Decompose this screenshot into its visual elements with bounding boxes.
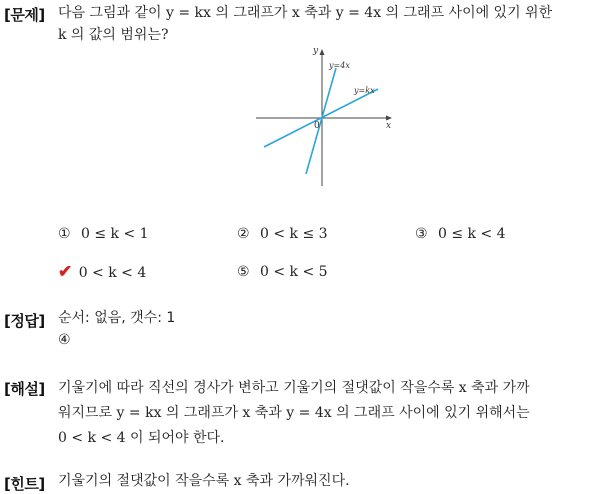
y-axis-label: y [313,46,319,56]
answer-line-2: ④ [58,332,71,348]
explanation-tag: [해설] [4,380,45,398]
explanation-line-1: 기울기에 따라 직선의 경사가 변하고 기울기의 절댓값이 작을수록 x 축과 가까 [58,380,530,396]
choice-2-marker: ② [237,226,250,242]
choice-5-marker: ⑤ [237,264,250,280]
choice-1[interactable] [58,226,149,242]
choice-3-marker: ③ [415,226,428,242]
hint-tag: [힌트] [4,475,45,493]
answer-line-1: 순서: 없음, 갯수: 1 [58,310,176,326]
choice-2[interactable] [237,226,328,242]
x-axis-arrow [386,116,392,121]
choice-3-text: 0 ≤ k < 4 [438,226,506,242]
explanation-line-2: 워지므로 y = kx 의 그래프가 x 축과 y = 4x 의 그래프 사이에 있기 위해서는 [58,405,530,421]
problem-line-1: 다음 그림과 같이 y = kx 의 그래프가 x 축과 y = 4x 의 그래프 사이에 있기 위한 [58,5,553,21]
problem-line-2: k 의 값의 범위는? [58,27,169,43]
hint-line-1: 기울기의 절댓값이 작을수록 x 축과 가까워진다. [58,473,350,489]
problem-tag: [문제] [4,6,45,24]
x-axis-label: x [386,121,392,131]
y-axis-arrow [320,49,325,55]
choice-1-marker: ① [58,226,71,242]
answer-tag: [정답] [4,312,45,330]
line-kx-label: y=kx [354,86,375,95]
check-mark-icon: ✔ [58,262,73,282]
choice-1-text: 0 ≤ k < 1 [81,226,149,242]
explanation-line-3: 0 < k < 4 이 되어야 한다. [58,430,225,446]
line-4x-label: y=4x [329,61,350,70]
origin-label: 0 [314,121,320,131]
line-y-4x [306,68,336,174]
choice-5[interactable] [237,264,328,280]
choice-4[interactable] [58,262,146,282]
graph [250,44,400,189]
choice-2-text: 0 < k ≤ 3 [260,226,328,242]
choice-3[interactable] [415,226,506,242]
choice-4-text: 0 < k < 4 [78,265,147,281]
choice-5-text: 0 < k < 5 [260,264,328,280]
